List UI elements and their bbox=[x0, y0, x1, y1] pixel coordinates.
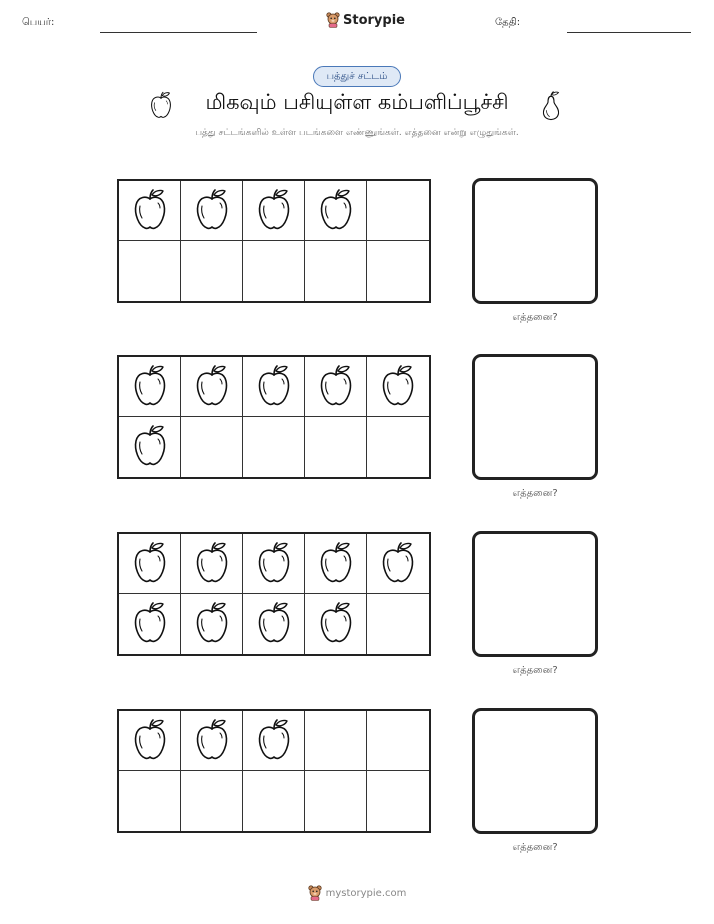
ten-frame-cell bbox=[367, 241, 429, 301]
ten-frame-cell bbox=[305, 594, 367, 654]
answer-box[interactable] bbox=[472, 531, 598, 657]
date-label: தேதி: bbox=[495, 17, 521, 28]
ten-frame-cell bbox=[305, 241, 367, 301]
ten-frame-cell bbox=[305, 711, 367, 771]
ten-frame bbox=[117, 709, 431, 833]
ten-frame bbox=[117, 532, 431, 656]
ten-frame-cell bbox=[181, 711, 243, 771]
answer-prompt: எத்தனை? bbox=[512, 488, 558, 499]
ten-frame bbox=[117, 179, 431, 303]
ten-frame-cell bbox=[367, 417, 429, 477]
ten-frame-cell bbox=[243, 771, 305, 831]
apple-icon bbox=[378, 365, 418, 409]
apple-icon bbox=[130, 425, 170, 469]
bear-mascot-icon bbox=[326, 12, 340, 28]
ten-frame-cell bbox=[119, 594, 181, 654]
pear-icon bbox=[539, 91, 563, 121]
bear-mascot-icon bbox=[308, 885, 322, 901]
ten-frame-cell bbox=[181, 534, 243, 594]
ten-frame-cell bbox=[367, 181, 429, 241]
ten-frame-cell bbox=[119, 357, 181, 417]
apple-icon bbox=[130, 602, 170, 646]
apple-icon bbox=[254, 189, 294, 233]
apple-icon bbox=[378, 542, 418, 586]
ten-frame-cell bbox=[119, 534, 181, 594]
apple-icon bbox=[192, 365, 232, 409]
ten-frame-cell bbox=[243, 534, 305, 594]
apple-icon bbox=[254, 542, 294, 586]
apple-icon bbox=[192, 189, 232, 233]
footer-site: mystorypie.com bbox=[325, 887, 407, 899]
ten-frame-cell bbox=[243, 417, 305, 477]
apple-icon bbox=[130, 719, 170, 763]
apple-icon bbox=[254, 365, 294, 409]
apple-icon bbox=[316, 542, 356, 586]
ten-frame-cell bbox=[181, 241, 243, 301]
apple-icon bbox=[130, 365, 170, 409]
answer-box[interactable] bbox=[472, 178, 598, 304]
answer-prompt: எத்தனை? bbox=[512, 842, 558, 853]
apple-icon bbox=[254, 602, 294, 646]
apple-icon bbox=[192, 719, 232, 763]
brand-name: Storypie bbox=[343, 12, 405, 28]
ten-frame bbox=[117, 355, 431, 479]
instructions: பத்து சட்டங்களில் உள்ள படங்களை எண்ணுங்கள். எத்தனை என்று எழுதுங்கள். bbox=[195, 128, 519, 138]
ten-frame-cell bbox=[243, 594, 305, 654]
apple-icon bbox=[316, 189, 356, 233]
ten-frame-cell bbox=[119, 771, 181, 831]
ten-frame-cell bbox=[305, 357, 367, 417]
ten-frame-cell bbox=[305, 771, 367, 831]
ten-frame-cell bbox=[243, 357, 305, 417]
apple-icon bbox=[130, 189, 170, 233]
ten-frame-cell bbox=[305, 534, 367, 594]
page-title: மிகவும் பசியுள்ள கம்பளிப்பூச்சி bbox=[205, 90, 509, 114]
ten-frame-cell bbox=[119, 241, 181, 301]
ten-frame-cell bbox=[181, 181, 243, 241]
ten-frame-cell bbox=[243, 181, 305, 241]
ten-frame-cell bbox=[367, 357, 429, 417]
apple-icon bbox=[130, 542, 170, 586]
ten-frame-cell bbox=[243, 711, 305, 771]
ten-frame-cell bbox=[119, 417, 181, 477]
ten-frame-cell bbox=[367, 534, 429, 594]
apple-icon bbox=[316, 365, 356, 409]
ten-frame-cell bbox=[243, 241, 305, 301]
worksheet-tag-text: பத்துச் சட்டம் bbox=[326, 70, 388, 82]
date-field-line[interactable] bbox=[567, 32, 691, 33]
answer-box[interactable] bbox=[472, 354, 598, 480]
apple-icon bbox=[316, 602, 356, 646]
answer-prompt: எத்தனை? bbox=[512, 665, 558, 676]
brand-logo bbox=[326, 12, 405, 28]
ten-frame-cell bbox=[181, 771, 243, 831]
apple-icon bbox=[192, 602, 232, 646]
ten-frame-cell bbox=[305, 417, 367, 477]
footer bbox=[0, 885, 714, 901]
ten-frame-cell bbox=[181, 594, 243, 654]
name-label: பெயர்: bbox=[22, 17, 55, 28]
ten-frame-cell bbox=[367, 711, 429, 771]
ten-frame-cell bbox=[181, 417, 243, 477]
ten-frame-cell bbox=[305, 181, 367, 241]
ten-frame-cell bbox=[119, 711, 181, 771]
ten-frame-cell bbox=[367, 594, 429, 654]
answer-prompt: எத்தனை? bbox=[512, 312, 558, 323]
ten-frame-cell bbox=[181, 357, 243, 417]
name-field-line[interactable] bbox=[100, 32, 257, 33]
apple-icon bbox=[192, 542, 232, 586]
apple-icon bbox=[254, 719, 294, 763]
worksheet-tag bbox=[313, 66, 401, 87]
answer-box[interactable] bbox=[472, 708, 598, 834]
ten-frame-cell bbox=[119, 181, 181, 241]
ten-frame-cell bbox=[367, 771, 429, 831]
